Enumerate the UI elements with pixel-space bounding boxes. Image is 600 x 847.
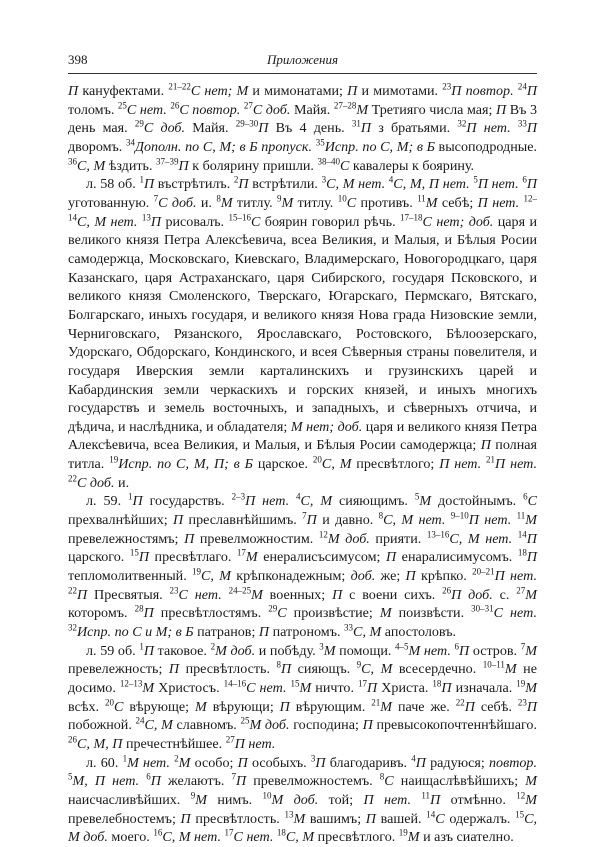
running-title: Приложения (266, 52, 339, 67)
footnote-paragraph: л. 59 об. $^1$П таковое. $^2$М доб. и побѣду. $^3$М помощи. $^{4-5}$М нет. $^6$П остров. $^7$М превележность; П пресвѣтлость. $^8$П сияющъ. $^9$С, М всесердечно. $^{10-11}$М не досимо. $^{12-13}$М Христосъ. $^{14-16}$С нет. $^{15}$М ничто. $^{17}$П Христа. $^{18}$П изначала. $^{19}$М всѣх. $^{20}$С вѣрующе; М вѣрующи; П вѣрующим. $^{21}$М паче же. $^{22}$П себѣ. $^{23}$П побожной. $^{24}$С, М славномъ. $^{25}$М доб. господина; П превысокопочтеннѣйшаго. $^{26}$С, М, П пречестнѣйшее. $^{27}$П нет. (68, 641, 538, 752)
footnotes-body (68, 82, 537, 847)
header-rule (68, 73, 537, 74)
footnote-paragraph: л. 60. $^1$М нет. $^2$М особо; П особыхъ. $^3$П благодаривъ. $^4$П радуюся; повтор. $^5$М, П нет. $^6$П желаютъ. $^7$П превелможностемъ. $^8$С наищаслѣвѣйшихъ; М наисчасливѣйших. $^9$М нимъ. $^{10}$М доб. той; П нет. $^{11}$П отмѣнно. $^{12}$М превелебностемъ; П пресвѣтлость. $^{13}$М вашимъ; П вашей. $^{14}$С одержалъ. $^{15}$С, М доб. моего. $^{16}$С, М нет. $^{17}$С нет. $^{18}$С, М пресвѣтлого. $^{19}$М и азъ сиателно. (68, 752, 538, 846)
document-page (68, 50, 537, 847)
page-header (68, 50, 537, 68)
footnote-paragraph: л. 58 об. $^1$П въстрѣтилъ. $^2$П встрѣтили. $^3$С, М нет. $^4$С, М, П нет. $^5$П нет. $^6$П уготованную. $^7$С доб. и. $^8$М титлу. $^9$М титлу. $^{10}$С противъ. $^{11}$М себѣ; П нет. $^{12-14}$С, М нет. $^{13}$П рисовалъ. $^{15-16}$С боярин говорил рѣчь. $^{17-18}$С нет; доб. царя и великого князя Петра Алексѣевича, всеа Великия, и Малыя, и Бѣлыя Росии самодержца, Московскаго, Киевскаго, Владимерскаго, Новогородцкаго, царя Казанскаго, царя Астраханскаго, царя Сибирского, государя Псковского, и великого князя Смоленского, Тверскаго, Югарскаго, Пермскаго, Вятскаго, Болгарскаго, иныхъ государя, и великого князя Нова града Низовские земли, Черниговскаго, Рязанского, Ярославскаго, Ростовского, Бѣлоозерскаго, Удорскаго, Обдорскаго, Кондинского, и всея Сѣверныя страны повелителя, и государя Иверския земли карталинскихъ и грузинскихъ царей и Кабардинския земли черкаскихъ и горских князей, и иныхъ многихъ государствъ и земель восточныхъ, и западныхъ, и сѣверныхъ отчича, и дѣдича, и наслѣдника, и обладателя; М нет; доб. царя и великого князя Петра Алексѣевича, всеа Великия, и Малыя, и Бѣлыя Росии самодержца; П полная титла. $^{19}$Испр. по С, М, П; в Б царское. $^{20}$С, М пресвѣтлого; П нет. $^{21}$П нет. $^{22}$С доб. и. (68, 174, 538, 491)
footnote-paragraph: л. 59. $^1$П государствъ. $^{2-3}$П нет. $^4$С, М сияющимъ. $^5$М достойнымъ. $^6$С прехвалнѣйших; П преславнѣйшимъ. $^7$П и давно. $^8$С, М нет. $^{9-10}$П нет. $^{11}$М превележностямъ; П превелможностим. $^{12}$М доб. прияти. $^{13-16}$С, М нет. $^{14}$П царского. $^{15}$П пресвѣтлаго. $^{17}$М енералисъсимусом; П енаралисимусомъ. $^{18}$П тепломолитвенный. $^{19}$С, М крѣпконадежным; доб. же; П крѣпко. $^{20-21}$П нет. $^{22}$П Пресвятыя. $^{23}$С нет. $^{24-25}$М военных; П с воени сихъ. $^{26}$П доб. с. $^{27}$М которомъ. $^{28}$П пресвѣтлостямъ. $^{29}$С произвѣстие; М поизвѣсти. $^{30-31}$С нет. $^{32}$Испр. по С и М; в Б патранов; П патрономъ. $^{33}$С, М апостоловъ. (68, 491, 537, 641)
footnote-paragraph: П кануфектами. $^{21-22}$С нет; М и мимонатами; П и мимотами. $^{23}$П повтор. $^{24}$П толомъ. $^{25}$С нет. $^{26}$С повтор. $^{27}$С доб. Майя. $^{27-28}$М Третияго числа мая; П Въ 3 день мая. $^{29}$С доб. Майя. $^{29-30}$П Въ 4 день. $^{31}$П з братьями. $^{32}$П нет. $^{33}$П дворомъ. $^{34}$Дополн. по С, М; в Б пропуск. $^{35}$Испр. по С, М; в Б высоподродные. $^{36}$С, М ѣздить. $^{37-39}$П к болярину пришли. $^{38-40}$С кавалеры к боярину. (68, 81, 538, 174)
page-number: 398 (68, 52, 88, 67)
